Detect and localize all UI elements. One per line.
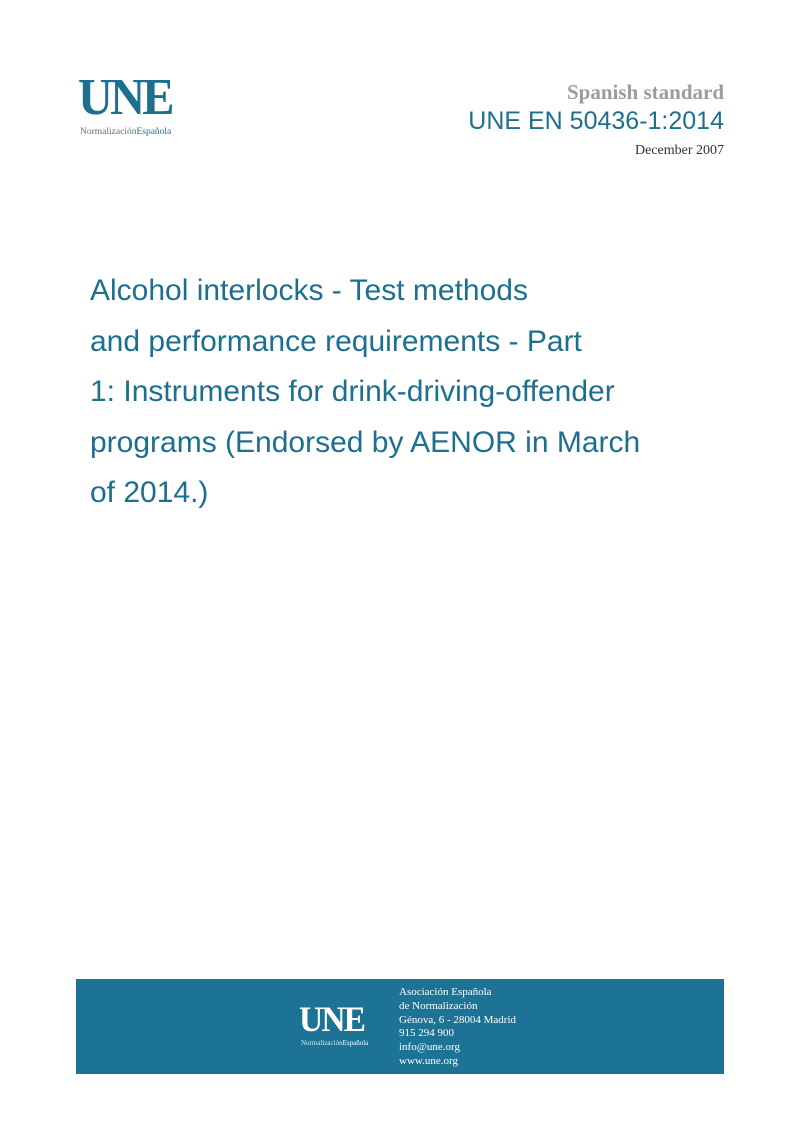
footer-une-logo: [299, 999, 369, 1047]
title-line: programs (Endorsed by AENOR in March: [90, 425, 641, 459]
org-name-line1: Asociación Española: [399, 986, 492, 998]
tagline-part2: Española: [136, 127, 172, 137]
org-phone: 915 294 900: [399, 1027, 454, 1040]
tagline-part1: Normalización: [80, 127, 137, 137]
org-email-link[interactable]: info@une.org: [399, 1041, 460, 1054]
standard-info: [468, 80, 724, 160]
standard-kind: Spanish standard: [567, 80, 724, 104]
footer-band: [76, 979, 724, 1074]
footer-tagline-part1: Normalización: [301, 1039, 343, 1047]
une-logo-tagline: [80, 127, 198, 137]
title-line: of 2014.): [90, 476, 209, 509]
footer-logo-mark: UNE: [299, 999, 365, 1039]
standard-date: December 2007: [634, 143, 724, 158]
title-line: and performance requirements - Part: [90, 324, 582, 358]
footer-logo-tagline: [301, 1039, 369, 1047]
une-logo: [78, 69, 198, 144]
title-line: 1: Instruments for drink-driving-offender: [90, 375, 615, 408]
footer-contact: [399, 986, 516, 1069]
org-name-line2: de Normalización: [399, 999, 478, 1012]
footer-tagline-part2: Española: [342, 1039, 369, 1047]
une-logo-mark: UNE: [78, 69, 172, 126]
title-line: Alcohol interlocks - Test methods: [90, 274, 528, 307]
org-website-link[interactable]: www.une.org: [399, 1054, 458, 1067]
standard-code: UNE EN 50436-1:2014: [468, 107, 724, 135]
org-address: Génova, 6 - 28004 Madrid: [399, 1013, 517, 1026]
document-title: [90, 266, 710, 519]
